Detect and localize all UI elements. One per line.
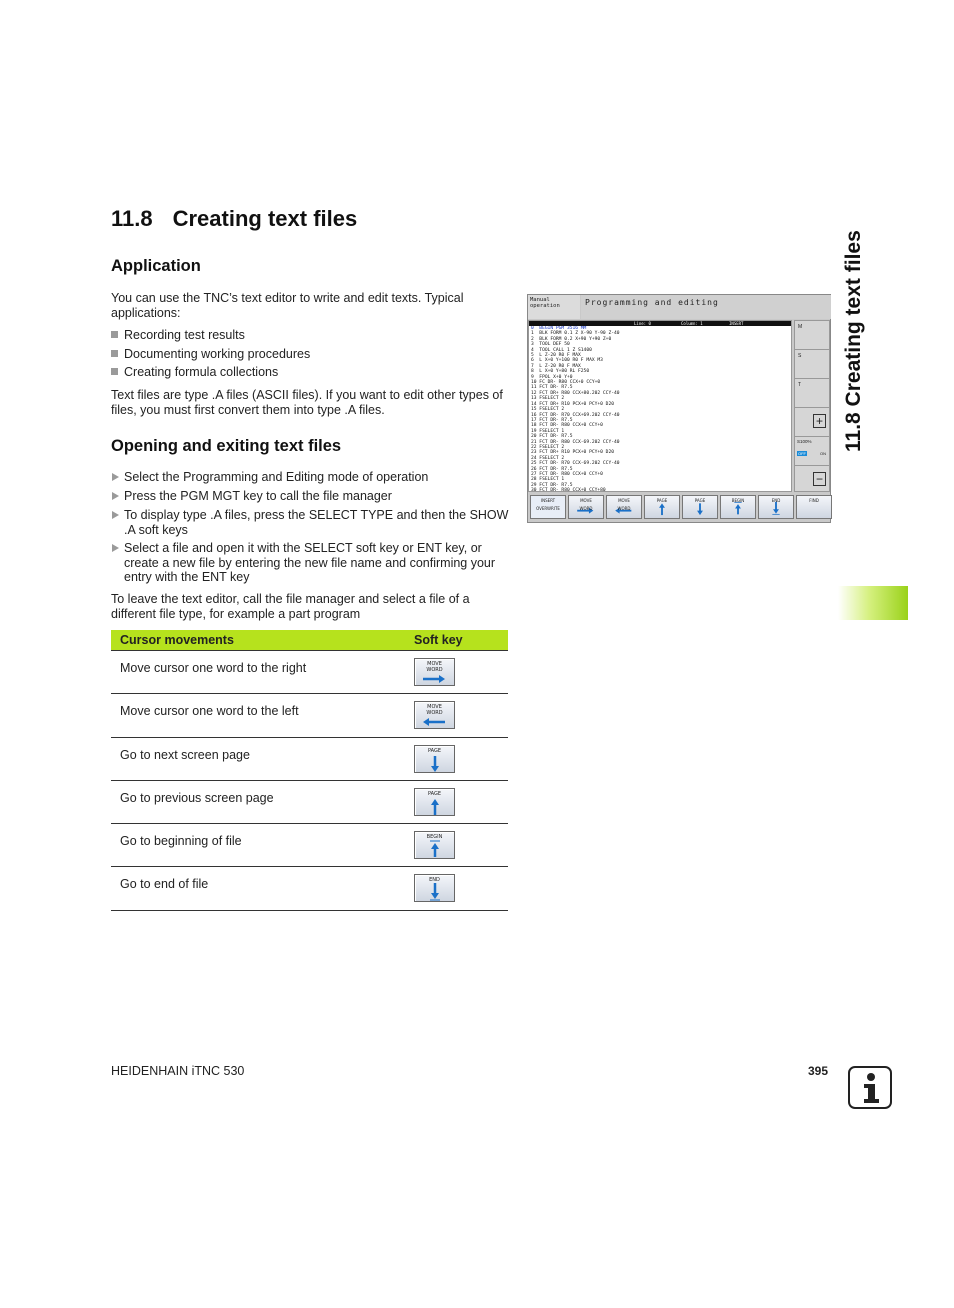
- program-line: 6 L X+0 Y+100 R0 F MAX M3: [531, 358, 603, 364]
- screen-side-softkeys: [794, 320, 830, 492]
- program-line: 10 FC DR- R80 CCX+0 CCY+0: [531, 380, 601, 386]
- section-title-text: Creating text files: [172, 206, 358, 231]
- softkey-image: PAGE: [414, 788, 455, 816]
- program-line: 8 L X+0 Y+80 RL F250: [531, 369, 590, 375]
- step-item: Press the PGM MGT key to call the file manager: [111, 489, 511, 504]
- screen-softkey[interactable]: BEGIN: [720, 495, 756, 519]
- program-line: 17 FCT DR- R7.5: [531, 417, 573, 423]
- screen-softkey[interactable]: PAGE: [644, 495, 680, 519]
- step-item: Select the Programming and Editing mode of operation: [111, 470, 511, 485]
- side-softkey-plus[interactable]: [794, 407, 830, 437]
- program-line: 13 FSELECT 2: [531, 396, 565, 402]
- screen-mode: Manual operation: [528, 295, 580, 319]
- side-softkey-t[interactable]: T: [794, 378, 830, 408]
- step-item: Select a file and open it with the SELECT soft key or ENT key, or create a new file by entering the new file name and confirming your entry with the ENT key: [111, 541, 511, 585]
- opening-heading: Opening and exiting text files: [111, 437, 342, 455]
- application-heading: Application: [111, 257, 201, 275]
- application-note: Text files are type .A files (ASCII files). If you want to edit other types of files, you must first convert them into type .A files.: [111, 388, 503, 417]
- screen-softkey[interactable]: MOVE WORD: [568, 495, 604, 519]
- program-line: 14 FCT DR+ R10 PCX+0 PCY+0 D20: [531, 401, 614, 407]
- step-arrow-icon: [112, 511, 119, 519]
- bullet-square-icon: [111, 368, 118, 375]
- screen-softkey[interactable]: INSERT OVERWRITE: [530, 495, 566, 519]
- program-line: 20 FCT DR- R7.5: [531, 434, 573, 440]
- table-row: [111, 867, 508, 910]
- program-line: 9 FPOL X+0 Y+0: [531, 374, 573, 380]
- table-row: [111, 651, 508, 694]
- program-line: 12 FCT DR+ R80 CCX+80.202 CCY-40: [531, 390, 620, 396]
- movement-label: Go to beginning of file: [120, 834, 242, 849]
- program-line: 0 BEGIN PGM 3516 MM: [531, 326, 587, 331]
- arrow-left-icon: [415, 702, 454, 728]
- application-intro: You can use the TNC’s text editor to write and edit texts. Typical applications:: [111, 291, 464, 320]
- arrow-right-icon: [415, 659, 454, 685]
- bullet-item: Documenting working procedures: [111, 347, 310, 362]
- bullet-square-icon: [111, 331, 118, 338]
- step-arrow-icon: [112, 544, 119, 552]
- side-chapter-title: 11.8 Creating text files: [842, 230, 865, 452]
- program-line: 22 FSELECT 2: [531, 444, 565, 450]
- info-icon: [848, 1066, 892, 1109]
- section-number: 11.8: [111, 206, 153, 231]
- program-line: 24 FSELECT 2: [531, 455, 565, 461]
- program-line: 11 FCT DR- R7.5: [531, 385, 573, 391]
- screen-editor: [528, 320, 792, 492]
- movement-label: Go to previous screen page: [120, 790, 274, 805]
- editor-status-line: Line: 0 Column: 1 INSERT: [529, 321, 791, 326]
- arrow-down-icon: [415, 746, 454, 772]
- program-line: 29 FCT DR- R7.5: [531, 482, 573, 488]
- minus-icon: −: [813, 472, 826, 486]
- header-movement: Cursor movements: [120, 633, 234, 647]
- leave-editor-text: To leave the text editor, call the file manager and select a file of a different file type, for example a part program: [111, 592, 470, 621]
- softkey-image: PAGE: [414, 745, 455, 773]
- page-number: 395: [808, 1064, 829, 1078]
- side-softkey-s[interactable]: S: [794, 349, 830, 379]
- screen-softkey[interactable]: FIND: [796, 495, 832, 519]
- step-arrow-icon: [112, 473, 119, 481]
- program-line: 21 FCT DR- R80 CCX-69.202 CCY-40: [531, 439, 620, 445]
- side-softkey-minus[interactable]: [794, 465, 830, 492]
- program-line: 23 FCT DR+ R10 PCX+0 PCY+0 D20: [531, 450, 614, 456]
- footer-brand: HEIDENHAIN iTNC 530: [111, 1064, 245, 1078]
- header-softkey: Soft key: [414, 633, 463, 647]
- tnc-screenshot: [527, 294, 831, 523]
- bullet-item: Creating formula collections: [111, 365, 278, 380]
- program-line: 15 FSELECT 2: [531, 407, 565, 413]
- screen-softkey[interactable]: PAGE: [682, 495, 718, 519]
- program-line: 30 FCT DR- R80 CCX+0 CCY+80: [531, 488, 606, 492]
- movement-label: Go to end of file: [120, 877, 209, 892]
- program-line: 26 FCT DR- R7.5: [531, 466, 573, 472]
- bullet-item: Recording test results: [111, 328, 245, 343]
- step-arrow-icon: [112, 492, 119, 500]
- movement-label: Go to next screen page: [120, 747, 250, 762]
- program-line: 28 FSELECT 1: [531, 477, 565, 483]
- program-line: 2 BLK FORM 0.2 X+90 Y+90 Z+0: [531, 336, 612, 342]
- program-line: 19 FSELECT 1: [531, 428, 565, 434]
- table-row: [111, 694, 508, 737]
- step-item: To display type .A files, press the SELECT TYPE and then the SHOW .A soft keys: [111, 508, 511, 537]
- table-row: [111, 738, 508, 781]
- program-line: 4 TOOL CALL 1 Z S1400: [531, 347, 592, 353]
- program-line: 18 FCT DR- R80 CCX+0 CCY+0: [531, 423, 603, 429]
- program-line: 16 FCT DR- R70 CCX+69.202 CCY-40: [531, 412, 620, 418]
- program-line: 5 L Z-20 R0 F MAX: [531, 353, 581, 359]
- program-line: 7 L Z-20 R0 F MAX: [531, 363, 581, 369]
- chapter-tab: [838, 586, 908, 620]
- table-row: [111, 781, 508, 824]
- arrow-down-bar-icon: [415, 875, 454, 901]
- side-softkey-m[interactable]: M: [794, 320, 830, 350]
- program-line: 3 TOOL DEF 50: [531, 342, 570, 348]
- softkey-image: MOVE WORD: [414, 658, 455, 686]
- program-listing: [529, 326, 791, 492]
- table-header: [111, 630, 508, 650]
- softkey-image: END: [414, 874, 455, 902]
- section-title: [111, 206, 357, 232]
- movement-label: Move cursor one word to the right: [120, 661, 307, 675]
- screen-softkey-bar: [528, 493, 830, 522]
- program-line: 27 FCT DR- R80 CCX+0 CCY+0: [531, 471, 603, 477]
- softkey-image: BEGIN: [414, 831, 455, 859]
- program-line: 25 FCT DR- R70 CCX-69.202 CCY-40: [531, 461, 620, 467]
- plus-icon: +: [813, 414, 826, 428]
- arrow-up-icon: [415, 789, 454, 815]
- side-softkey-override[interactable]: S100% OFF ON: [794, 436, 830, 466]
- bullet-square-icon: [111, 350, 118, 357]
- softkey-image: MOVE WORD: [414, 701, 455, 729]
- screen-title: Programming and editing: [581, 295, 831, 319]
- arrow-up-bar-icon: [415, 832, 454, 858]
- table-row: [111, 824, 508, 867]
- movement-label: Move cursor one word to the left: [120, 704, 299, 719]
- program-line: 1 BLK FORM 0.1 Z X-90 Y-90 Z-40: [531, 331, 620, 337]
- screen-softkey[interactable]: END: [758, 495, 794, 519]
- screen-softkey[interactable]: MOVE WORD: [606, 495, 642, 519]
- cursor-movements-table: [111, 630, 508, 911]
